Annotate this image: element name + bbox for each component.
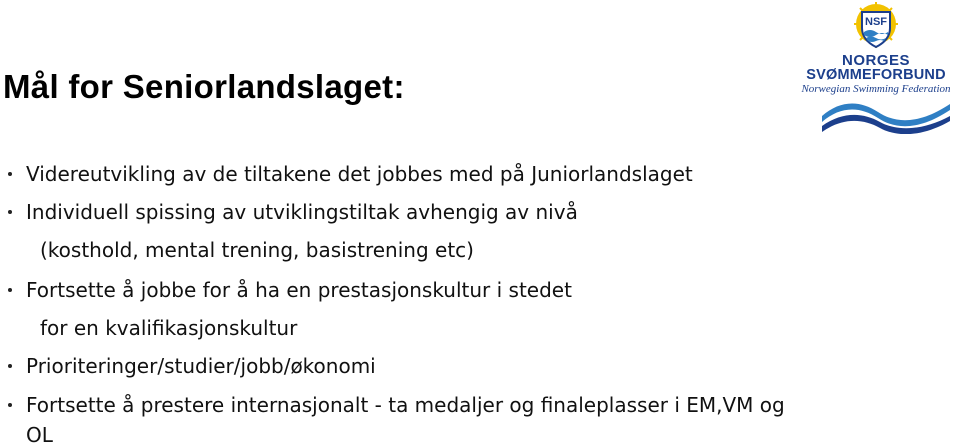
bullet-item-2: Individuell spissing av utviklingstiltak avhengig av nivå [26,200,578,224]
bullet-item-1: Videreutvikling av de tiltakene det jobbes med på Juniorlandslaget [26,162,693,186]
nsf-emblem-label: NSF [865,16,887,28]
bullet-dot [8,210,12,214]
bullet-dot [8,288,12,292]
logo-subtitle: Norwegian Swimming Federation [801,83,951,95]
bullet-item-2-cont: (kosthold, mental trening, basistrening etc) [40,238,474,262]
logo-name-line2: SVØMMEFORBUND [806,67,946,83]
bullet-dot [8,364,12,368]
bullet-item-5: Fortsette å prestere internasjonalt - ta medaljer og finaleplasser i EM,VM og [26,393,785,417]
bullet-dot [8,403,12,407]
bullet-item-4: Prioriteringer/studier/jobb/økonomi [26,354,376,378]
bullet-item-3-cont: for en kvalifikasjonskultur [40,316,298,340]
bullet-item-5-cont: OL [26,423,53,447]
slide-title: Mål for Seniorlandslaget: [3,68,405,105]
logo-name-line1: NORGES [841,52,910,69]
bullet-dot [8,172,12,176]
bullet-item-3: Fortsette å jobbe for å ha en prestasjonskultur i stedet [26,278,572,302]
